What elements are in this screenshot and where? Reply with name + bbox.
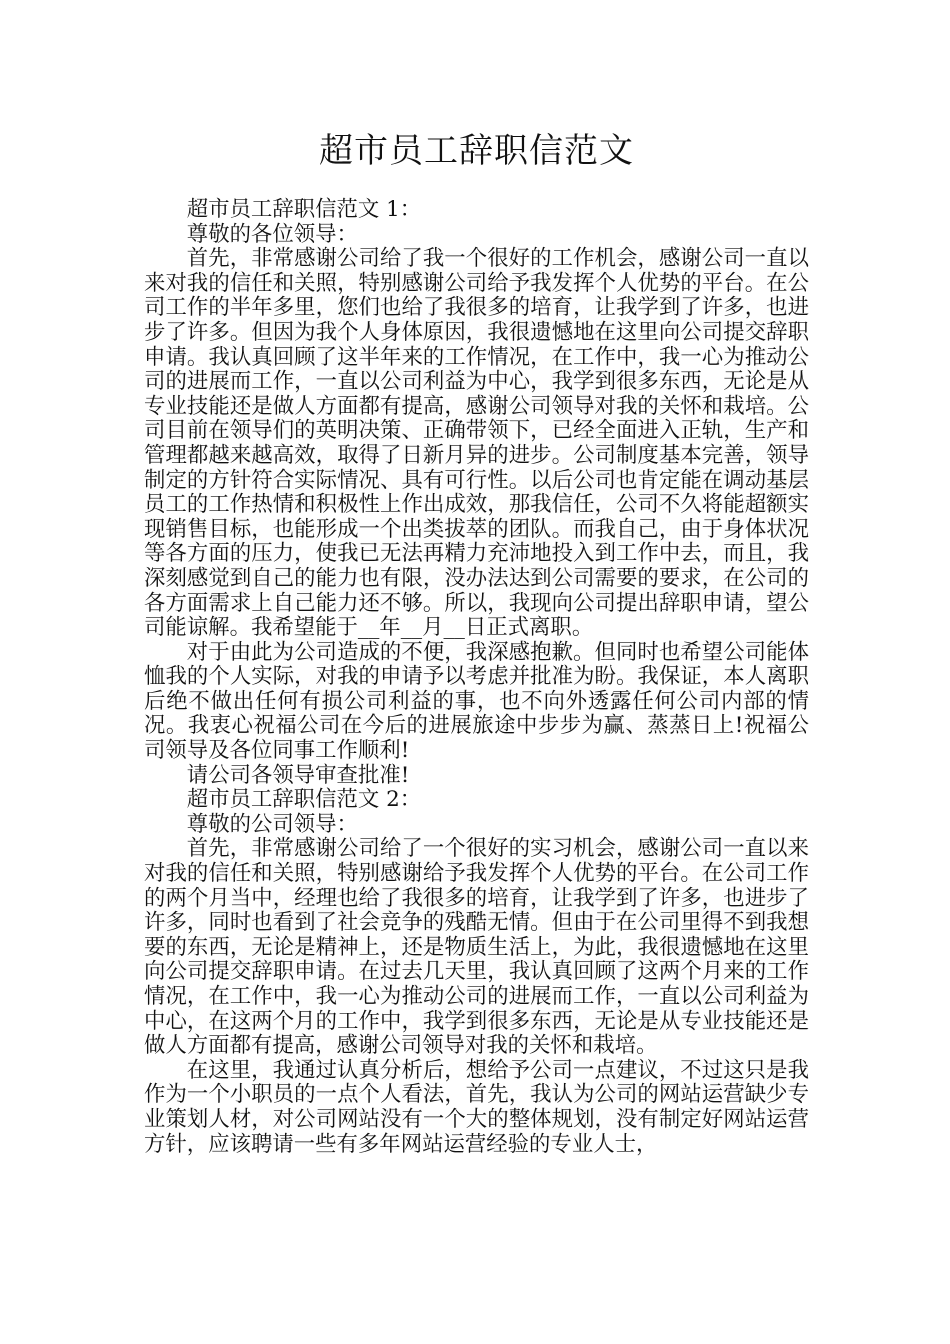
- paragraph-letter1-apology: 对于由此为公司造成的不便，我深感抱歉。但同时也希望公司能体恤我的个人实际，对我的申请予以考虑并批准为盼。我保证，本人离职后绝不做出任何有损公司利益的事，也不向外透露任何公司内部的情况。我衷心祝福公司在今后的进展旅途中步步为赢、蒸蒸日上!祝福公司领导及各位同事工作顺利!: [144, 639, 809, 764]
- document-title: 超市员工辞职信范文: [319, 131, 634, 171]
- paragraph-letter1-body: 首先，非常感谢公司给了我一个很好的工作机会，感谢公司一直以来对我的信任和关照，特别感谢公司给予我发挥个人优势的平台。在公司工作的半年多里，您们也给了我很多的培育，让我学到了许多，也进步了许多。但因为我个人身体原因，我很遗憾地在这里向公司提交辞职申请。我认真回顾了这半年来的工作情况，在工作中，我一心为推动公司的进展而工作，一直以公司利益为中心，我学到很多东西，无论是从专业技能还是做人方面都有提高，感谢公司领导对我的关怀和栽培。公司目前在领导们的英明决策、正确带领下，已经全面进入正轨，生产和管理都越来越高效，取得了日新月异的进步。公司制度基本完善，领导制定的方针符合实际情况、具有可行性。以后公司也肯定能在调动基层员工的工作热情和积极性上作出成效，那我信任，公司不久将能超额实现销售目标，也能形成一个出类拔萃的团队。而我自己，由于身体状况等各方面的压力，使我已无法再精力充沛地投入到工作中去，而且，我深刻感觉到自己的能力也有限，没办法达到公司需要的要求，在公司的各方面需求上自己能力还不够。所以，我现向公司提出辞职申请，望公司能谅解。我希望能于__年__月__日正式离职。: [144, 246, 809, 641]
- paragraph-letter1-heading: 超市员工辞职信范文 1：: [186, 197, 422, 222]
- paragraph-letter2-body: 首先，非常感谢公司给了一个很好的实习机会，感谢公司一直以来对我的信任和关照，特别感谢给予我发挥个人优势的平台。在公司工作的两个月当中，经理也给了我很多的培育，让我学到了许多，也进步了许多，同时也看到了社会竞争的残酷无情。但由于在公司里得不到我想要的东西，无论是精神上，还是物质生活上，为此，我很遗憾地在这里向公司提交辞职申请。在过去几天里，我认真回顾了这两个月来的工作情况，在工作中，我一心为推动公司的进展而工作，一直以公司利益为中心，在这两个月的工作中，我学到很多东西，无论是从专业技能还是做人方面都有提高，感谢公司领导对我的关怀和栽培。: [144, 836, 809, 1059]
- paragraph-letter2-salutation: 尊敬的公司领导：: [186, 811, 358, 837]
- paragraph-letter2-heading: 超市员工辞职信范文 2：: [186, 787, 422, 813]
- paragraph-letter1-closing: 请公司各领导审查批准!: [186, 762, 410, 788]
- paragraph-letter2-suggestion: 在这里，我通过认真分析后，想给予公司一点建议，不过这只是我作为一个小职员的一点个人看法，首先，我认为公司的网站运营缺少专业策划人材，对公司网站没有一个大的整体规划，没有制定好网站运营方针，应该聘请一些有多年网站运营经验的专业人士，: [144, 1057, 809, 1157]
- document-page: [144, 126, 809, 1157]
- paragraph-letter1-salutation: 尊敬的各位领导：: [186, 221, 358, 247]
